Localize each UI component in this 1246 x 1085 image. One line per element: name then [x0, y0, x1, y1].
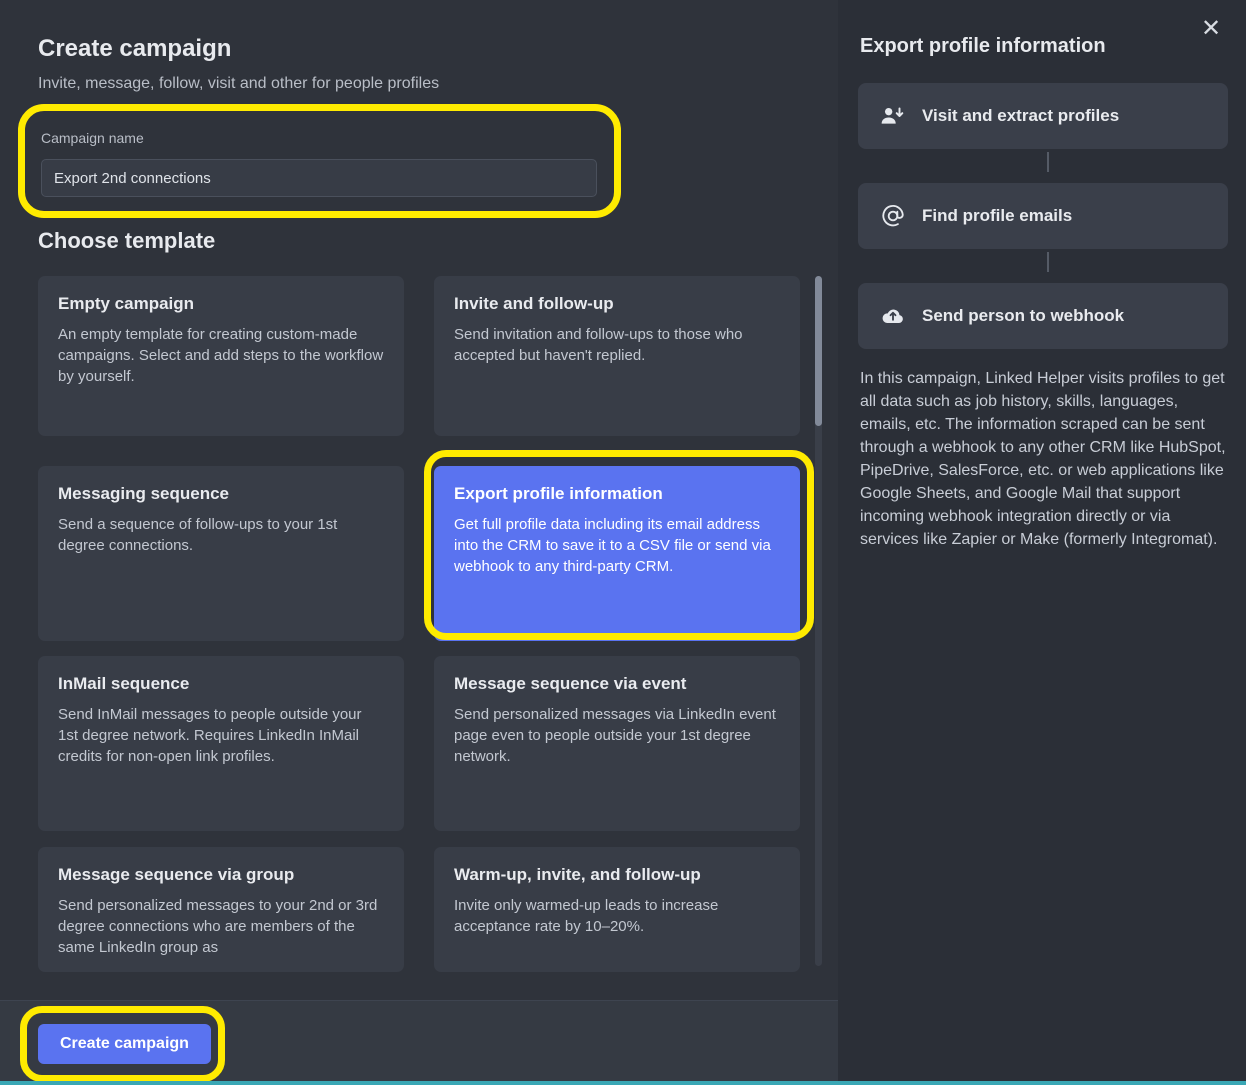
template-card-desc: An empty template for creating custom-made campaigns. Select and add steps to the workflow by yourself. [58, 326, 384, 385]
template-card-desc: Invite only warmed-up leads to increase acceptance rate by 10–20%. [454, 897, 719, 935]
template-card-desc: Send personalized messages to your 2nd or 3rd degree connections who are members of the same LinkedIn group as [58, 897, 378, 956]
campaign-name-label: Campaign name [41, 130, 144, 146]
template-card-title: Invite and follow-up [454, 294, 614, 313]
cloud-upload-icon [878, 301, 908, 331]
template-card-title: Message sequence via event [454, 674, 687, 693]
people-extract-icon [878, 101, 908, 131]
template-card-title: Message sequence via group [58, 865, 295, 884]
template-card-empty-campaign[interactable] [38, 276, 404, 436]
template-card-desc: Send invitation and follow-ups to those who accepted but haven't replied. [454, 326, 743, 364]
template-card-invite-and-follow-up[interactable] [434, 276, 800, 436]
template-card-inmail-sequence[interactable] [38, 656, 404, 831]
details-title: Export profile information [860, 35, 1106, 57]
workflow-step-label: Find profile emails [922, 206, 1073, 225]
workflow-connector [1047, 152, 1049, 172]
at-sign-icon [878, 201, 908, 231]
template-card-title: InMail sequence [58, 674, 190, 693]
workflow-step-send-person-to-webhook[interactable] [858, 283, 1228, 349]
template-card-desc: Send personalized messages via LinkedIn event page even to people outside your 1st degree network. [454, 706, 776, 765]
template-card-export-profile-information[interactable] [434, 466, 800, 641]
choose-template-heading: Choose template [38, 228, 216, 253]
page-title: Create campaign [38, 35, 232, 62]
create-campaign-button[interactable]: Create campaign [38, 1024, 211, 1064]
template-card-title: Export profile information [454, 484, 663, 503]
close-icon[interactable]: ✕ [1200, 15, 1222, 42]
workflow-step-find-profile-emails[interactable] [858, 183, 1228, 249]
template-card-warm-up-invite-follow-up[interactable] [434, 847, 800, 972]
template-card-title: Messaging sequence [58, 484, 230, 503]
page-subtitle: Invite, message, follow, visit and other for people profiles [38, 75, 440, 92]
bottom-accent-bar [0, 1081, 1246, 1085]
template-card-messaging-sequence[interactable] [38, 466, 404, 641]
template-card-desc: Get full profile data including its email address into the CRM to save it to a CSV file or send via webhook to any third-party CRM. [454, 516, 771, 575]
details-description: In this campaign, Linked Helper visits profiles to get all data such as job history, skills, languages, emails, etc. The information scraped can be sent through a webhook to any other CRM like HubSpot, PipeDrive, SalesForce, etc. or web applications like Google Sheets, and Google Mail that support incoming webhook integration directly or via services like Zapier or Make (formerly Integromat). [860, 370, 1226, 548]
template-card-desc: Send a sequence of follow-ups to your 1st degree connections. [58, 516, 338, 554]
template-card-title: Warm-up, invite, and follow-up [454, 865, 701, 884]
template-card-message-sequence-via-group[interactable] [38, 847, 404, 972]
template-card-title: Empty campaign [58, 294, 195, 313]
workflow-step-label: Send person to webhook [922, 306, 1125, 325]
workflow-step-label: Visit and extract profiles [922, 106, 1120, 125]
workflow-connector [1047, 252, 1049, 272]
workflow-step-visit-and-extract-profiles[interactable] [858, 83, 1228, 149]
template-details-panel [838, 0, 1246, 1085]
template-card-desc: Send InMail messages to people outside your 1st degree network. Requires LinkedIn InMail credits for non-open link profiles. [58, 706, 362, 765]
template-scrollbar-thumb[interactable] [815, 276, 822, 426]
campaign-name-input[interactable] [41, 159, 597, 197]
template-card-message-sequence-via-event[interactable] [434, 656, 800, 831]
